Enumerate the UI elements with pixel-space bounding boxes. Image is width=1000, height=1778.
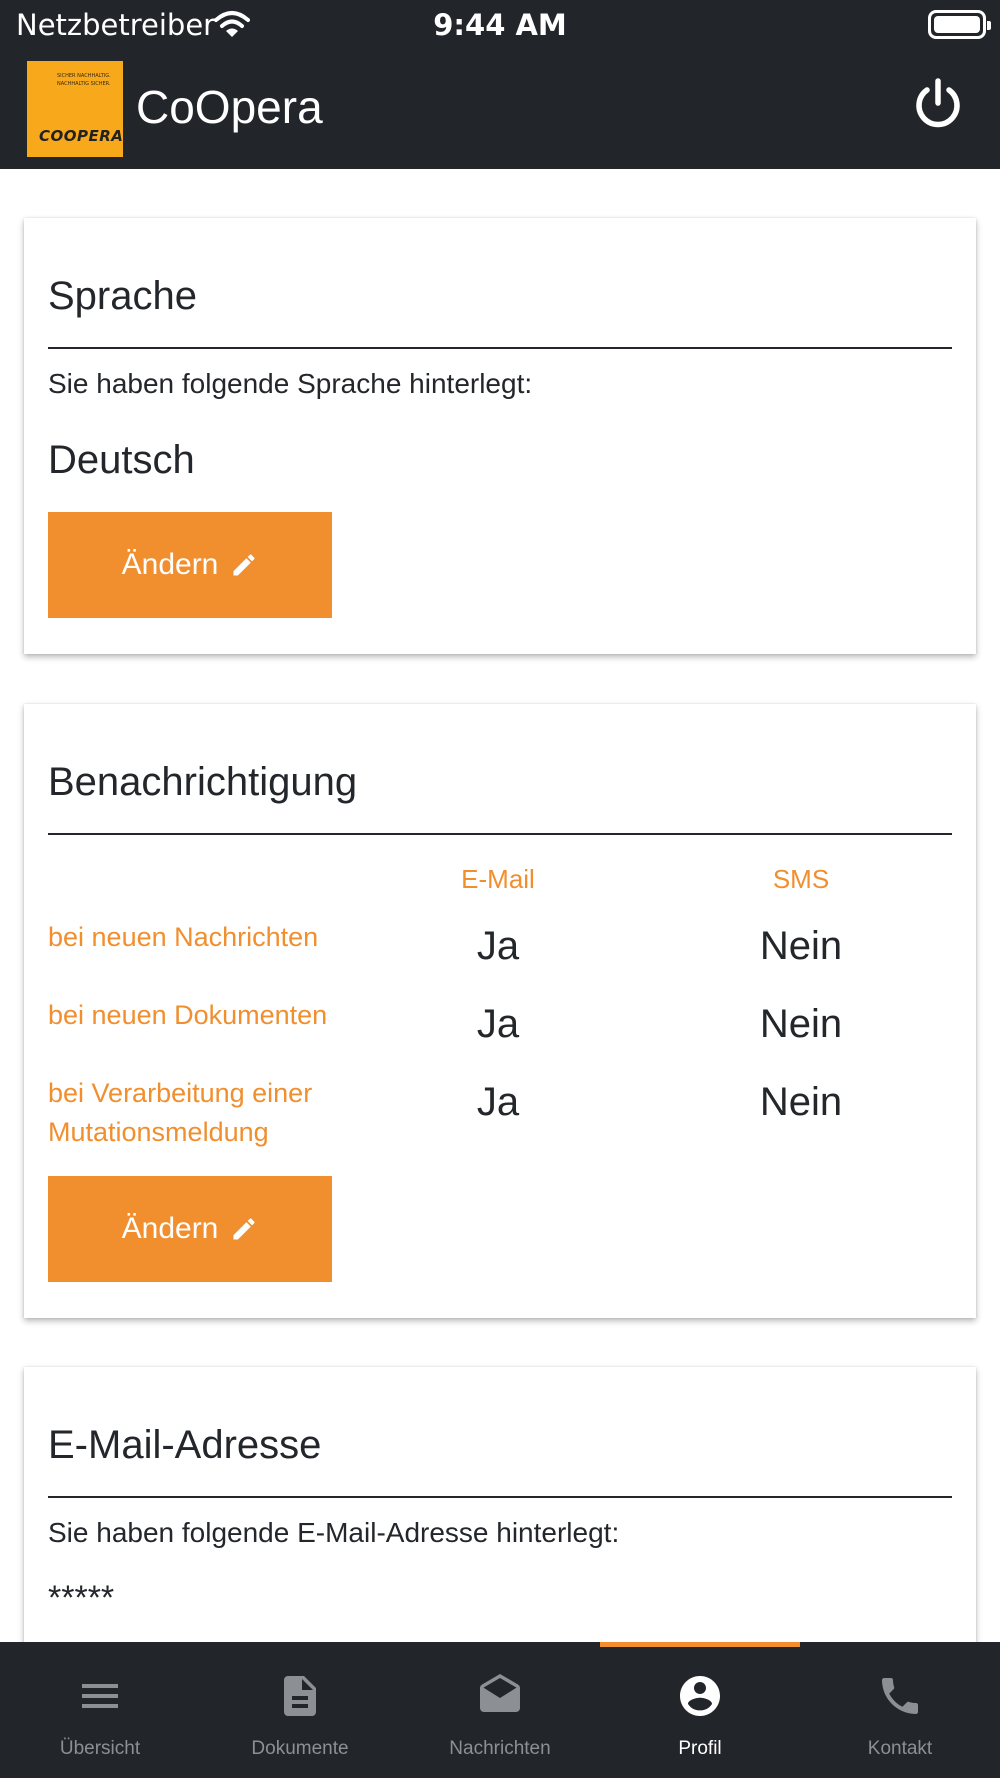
notification-row-sms: Nein — [759, 1002, 843, 1046]
notification-row-label: bei neuen Dokumenten — [48, 1000, 328, 1030]
notification-row-email: Ja — [476, 1002, 520, 1046]
status-time: 9:44 AM — [433, 8, 567, 42]
notification-card — [24, 704, 976, 1318]
edit-notification-label: Ändern — [121, 1212, 219, 1245]
account-circle-icon — [676, 1672, 724, 1720]
notification-row-label: bei Verarbeitung einer Mutationsmeldung — [48, 1078, 313, 1147]
notification-row-sms: Nein — [759, 1080, 843, 1124]
bottom-tab-bar — [0, 1642, 1000, 1778]
tab-label: Profil — [678, 1738, 722, 1759]
email-card — [24, 1367, 976, 1667]
power-icon[interactable] — [910, 76, 966, 132]
column-header-email: E-Mail — [461, 864, 535, 894]
envelope-open-icon — [476, 1672, 524, 1720]
language-card-title: Sprache — [48, 274, 197, 318]
divider — [48, 833, 952, 835]
phone-icon — [876, 1672, 924, 1720]
logo-tagline: SICHER NACHHALTIG. NACHHALTIG SICHER. — [57, 73, 111, 87]
column-header-sms: SMS — [772, 864, 830, 894]
edit-language-button[interactable] — [48, 512, 332, 618]
tab-label: Übersicht — [59, 1738, 141, 1759]
tab-label: Nachrichten — [449, 1738, 551, 1759]
app-header — [0, 52, 1000, 169]
tab-uebersicht[interactable] — [0, 1642, 200, 1778]
language-value: Deutsch — [48, 438, 195, 482]
tab-label: Dokumente — [251, 1738, 349, 1759]
notification-row-label: bei neuen Nachrichten — [48, 922, 319, 952]
language-description: Sie haben folgende Sprache hinterlegt: — [48, 368, 533, 399]
tab-nachrichten[interactable] — [400, 1642, 600, 1778]
notification-row-email: Ja — [476, 1080, 520, 1124]
app-title: CoOpera — [136, 81, 323, 133]
notification-card-title: Benachrichtigung — [48, 760, 358, 804]
menu-icon — [76, 1672, 124, 1720]
document-icon — [276, 1672, 324, 1720]
divider — [48, 1496, 952, 1498]
edit-language-label: Ändern — [121, 548, 219, 581]
tab-dokumente[interactable] — [200, 1642, 400, 1778]
tab-profil[interactable] — [600, 1642, 800, 1778]
tab-label: Kontakt — [867, 1738, 933, 1759]
notification-row-email: Ja — [476, 924, 520, 968]
email-value: ***** — [48, 1579, 115, 1617]
email-description: Sie haben folgende E-Mail-Adresse hinterlegt: — [48, 1517, 620, 1548]
edit-notification-button[interactable] — [48, 1176, 332, 1282]
logo-wordmark: COOPERA — [39, 127, 124, 145]
status-bar — [0, 0, 1000, 52]
tab-kontakt[interactable] — [800, 1642, 1000, 1778]
divider — [48, 347, 952, 349]
carrier-label: Netzbetreiber — [16, 8, 216, 42]
language-card — [24, 218, 976, 654]
email-card-title: E-Mail-Adresse — [48, 1423, 322, 1467]
battery-icon — [928, 10, 986, 39]
pencil-icon — [230, 1215, 258, 1243]
pencil-icon — [230, 551, 258, 579]
logo — [27, 61, 123, 157]
notification-row-sms: Nein — [759, 924, 843, 968]
